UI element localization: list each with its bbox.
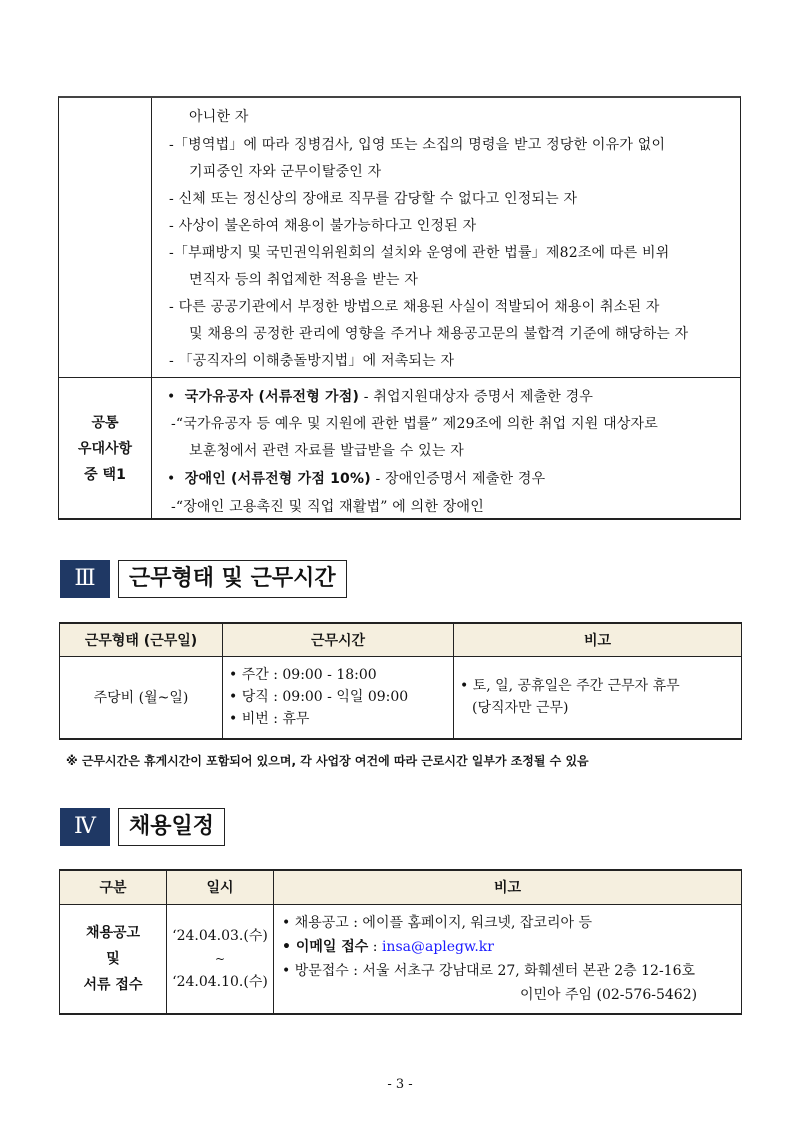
disqualification-line: 아니한 자 xyxy=(189,109,249,125)
column-header: 구분 xyxy=(60,870,167,904)
remarks-cell xyxy=(454,656,742,739)
table-row xyxy=(60,656,742,739)
table-row xyxy=(60,904,742,1014)
remark-line-email xyxy=(282,935,740,959)
preference-item-veteran xyxy=(167,386,593,406)
column-header: 근무시간 xyxy=(223,623,454,656)
recruitment-schedule-table xyxy=(59,869,742,1015)
remark-line: • 방문접수 : 서울 서초구 강남대로 27, 화훼센터 본관 2층 12-16호 xyxy=(282,962,696,979)
category-line: 서류 접수 xyxy=(83,976,143,993)
date-line: ‘24.04.03.(수) xyxy=(172,927,268,944)
disqualification-line: - 「공직자의 이해충돌방지법」에 저촉되는 자 xyxy=(169,353,455,369)
work-hours-cell xyxy=(223,656,454,739)
section-number-badge: Ⅳ xyxy=(60,808,110,846)
disqualification-line: -「부패방지 및 국민권익위원회의 설치와 운영에 관한 법률」제82조에 따른 비위 xyxy=(169,245,670,261)
veteran-title: 국가유공자 (서류전형 가점) xyxy=(184,389,360,405)
disqualification-line: - 다른 공공기관에서 부정한 방법으로 채용된 사실이 적발되어 채용이 취소된 자 xyxy=(169,299,660,315)
disabled-title: 장애인 (서류전형 가점 10%) xyxy=(184,471,371,487)
preference-sub-line: -“장애인 고용촉진 및 직업 재활법” 에 의한 장애인 xyxy=(171,499,484,515)
preference-label-line: 중 택1 xyxy=(84,467,126,483)
disabled-desc: - 장애인증명서 제출한 경우 xyxy=(370,471,546,487)
section-number-badge: Ⅲ xyxy=(60,560,110,598)
date-line: ~ xyxy=(214,951,226,966)
category-line: 채용공고 xyxy=(85,924,141,941)
disqualification-line: - 사상이 불온하여 채용이 불가능하다고 인정된 자 xyxy=(169,218,477,234)
disqualification-line: - 신체 또는 정신상의 장애로 직무를 감당할 수 없다고 인정되는 자 xyxy=(169,191,578,207)
disqualification-line: 및 채용의 공정한 관리에 영향을 주거나 채용공고문의 불합격 기준에 해당하는 자 xyxy=(189,326,689,342)
hours-line: • 비번 : 휴무 xyxy=(229,711,310,728)
remark-line: • 채용공고 : 에이플 홈페이지, 워크넷, 잡코리아 등 xyxy=(282,914,592,931)
column-header: 일시 xyxy=(167,870,274,904)
preference-sub-line: 보훈청에서 관련 자료를 발급받을 수 있는 자 xyxy=(189,443,464,459)
row-divider xyxy=(59,377,740,378)
preference-sub-line: -“국가유공자 등 예우 및 지원에 관한 법률” 제29조에 의한 취업 지원 대상자로 xyxy=(171,416,659,432)
category-line: 및 xyxy=(106,950,120,967)
disqualification-line: 기피중인 자와 군무이탈중인 자 xyxy=(189,164,382,180)
bullet: • xyxy=(167,471,176,487)
column-header: 근무형태 (근무일) xyxy=(60,623,223,656)
preference-label-line: 우대사항 xyxy=(77,441,133,457)
page-number: - 3 - xyxy=(387,1077,413,1092)
section-title: 채용일정 xyxy=(118,808,225,846)
email-separator: : xyxy=(368,938,382,955)
remark-line: (당직자만 근무) xyxy=(472,700,569,717)
email-label: • 이메일 접수 xyxy=(282,938,369,955)
bullet: • xyxy=(167,389,176,405)
date-cell xyxy=(167,904,274,1014)
remark-line: 이민아 주임 (02-576-5462) xyxy=(520,986,698,1003)
disqualification-line: -「병역법」에 따라 징병검사, 입영 또는 소집의 명령을 받고 정당한 이유가 없이 xyxy=(169,137,666,153)
veteran-desc: - 취업지원대상자 증명서 제출한 경우 xyxy=(359,389,594,405)
preference-item-disabled xyxy=(167,468,545,488)
remark-line: • 토, 일, 공휴일은 주간 근무자 휴무 xyxy=(460,678,680,695)
column-header: 비고 xyxy=(274,870,742,904)
hours-line: • 당직 : 09:00 - 익일 09:00 xyxy=(229,689,409,706)
qualification-table xyxy=(58,96,741,520)
column-header: 비고 xyxy=(454,623,742,656)
work-hours-table xyxy=(59,622,742,740)
email-link[interactable]: insa@aplegw.kr xyxy=(381,938,494,955)
work-hours-note: ※ 근무시간은 휴게시간이 포함되어 있으며, 각 사업장 여건에 따라 근로시간 일부가 조정될 수 있음 xyxy=(66,754,589,768)
preference-label-line: 공통 xyxy=(91,415,119,431)
section-title: 근무형태 및 근무시간 xyxy=(118,560,347,598)
category-cell xyxy=(60,904,167,1014)
disqualification-line: 면직자 등의 취업제한 적용을 받는 자 xyxy=(189,272,419,288)
date-line: ‘24.04.10.(수) xyxy=(172,973,268,990)
remarks-cell xyxy=(274,904,742,1014)
work-type-cell: 주당비 (월~일) xyxy=(60,656,223,739)
column-divider xyxy=(151,98,152,518)
hours-line: • 주간 : 09:00 - 18:00 xyxy=(229,667,377,684)
